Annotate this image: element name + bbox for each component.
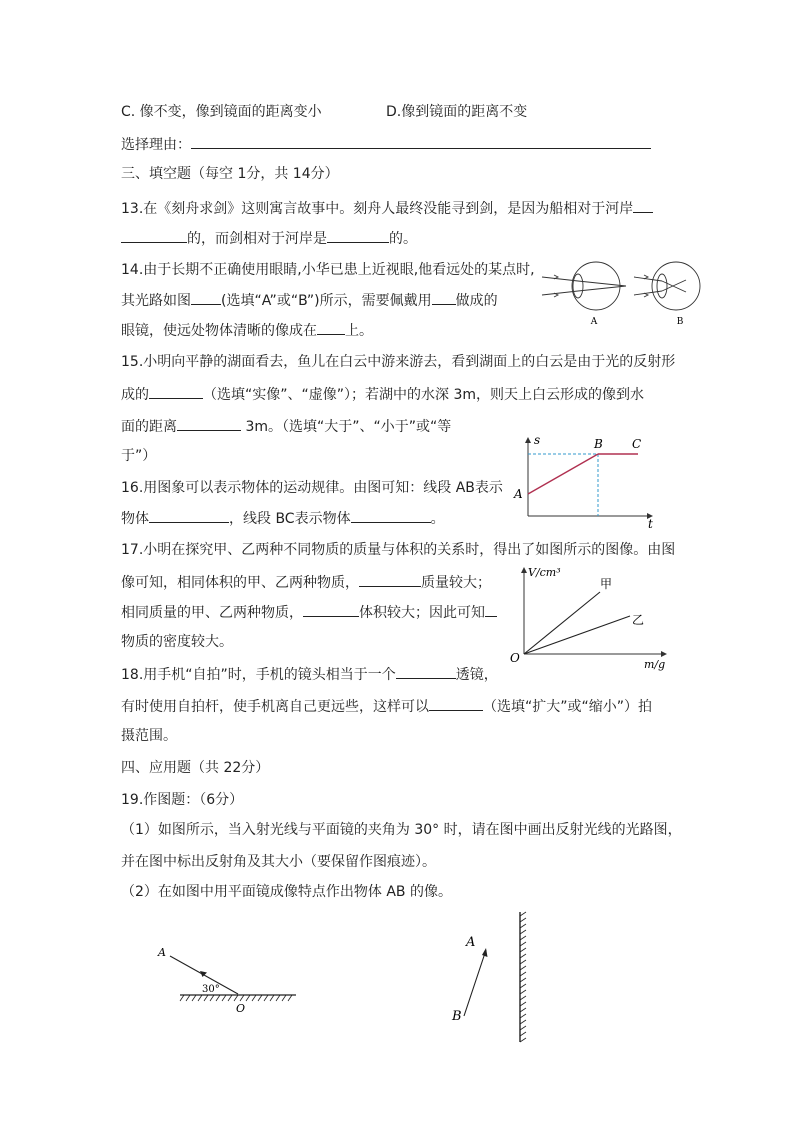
q17-blank-2[interactable] bbox=[303, 602, 359, 617]
q18-text: 透镜， bbox=[455, 667, 498, 683]
q18-blank-1[interactable] bbox=[396, 664, 456, 679]
q14-blank-3[interactable] bbox=[317, 320, 345, 335]
q13-text: 13.在《刻舟求剑》这则寓言故事中。刻舟人最终没能寻到剑，是因为船相对于河岸 bbox=[121, 201, 634, 217]
q13-line1 bbox=[121, 198, 653, 219]
q17-text: 相同质量的甲、乙两种物质， bbox=[121, 605, 303, 621]
q16-line2 bbox=[121, 508, 445, 529]
q13-blank-1b[interactable] bbox=[121, 228, 187, 243]
q14-line1: 14.由于长期不正确使用眼睛,小华已患上近视眼,他看远处的某点时, bbox=[121, 262, 535, 278]
q14-text: 眼镜，使远处物体清晰的像成在 bbox=[121, 323, 317, 339]
q15-blank-1[interactable] bbox=[149, 384, 203, 399]
t-axis-label: t bbox=[648, 517, 653, 530]
q14-text: 上。 bbox=[345, 323, 373, 339]
fig1-angle-label: 30° bbox=[202, 984, 220, 995]
object-arrowhead bbox=[482, 948, 488, 957]
q14-text: 做成的 bbox=[455, 293, 498, 309]
q18-text: （选填“扩大”或“缩小”）拍 bbox=[483, 699, 653, 715]
q19-part2: （2）在如图中用平面镜成像特点作出物体 AB 的像。 bbox=[121, 884, 452, 900]
point-c-label: C bbox=[632, 437, 642, 451]
eye-figure-b bbox=[634, 262, 700, 310]
q18-line2 bbox=[121, 696, 652, 717]
q12-option-c: C. 像不变，像到镜面的距离变小 bbox=[121, 104, 322, 120]
origin-label: O bbox=[510, 651, 520, 665]
q14-text: (选填“A”或“B”)所示，需要佩戴用 bbox=[221, 293, 432, 309]
q19-part1-line2: 并在图中标出反射角及其大小（要保留作图痕迹）。 bbox=[121, 854, 436, 870]
st-graph bbox=[510, 432, 660, 530]
q15-text: 面的距离 bbox=[121, 419, 177, 435]
q16-blank-1[interactable] bbox=[149, 508, 229, 523]
q17-blank-3[interactable] bbox=[485, 602, 497, 617]
q16-line1: 16.用图象可以表示物体的运动规律。由图可知：线段 AB表示 bbox=[121, 480, 503, 496]
q14-line2 bbox=[121, 290, 498, 311]
object-ab bbox=[464, 950, 486, 1016]
line-jia bbox=[524, 592, 600, 654]
q12-reason bbox=[121, 134, 651, 155]
point-b-label: B bbox=[594, 437, 603, 451]
fig1-label-a: A bbox=[158, 946, 166, 959]
eye-label-b: B bbox=[676, 317, 684, 327]
q13-text: 的，而剑相对于河岸是 bbox=[187, 231, 327, 247]
eye-label-a: A bbox=[590, 317, 598, 327]
fig2-label-b: B bbox=[452, 1009, 462, 1024]
q17-line3 bbox=[121, 602, 497, 623]
vertical-mirror-hatching bbox=[520, 912, 526, 1042]
eye-figure-a bbox=[542, 262, 626, 310]
q18-blank-2[interactable] bbox=[429, 696, 483, 711]
q18-line3: 摄范围。 bbox=[121, 728, 177, 744]
section3-title: 三、填空题（每空 1分，共 14分） bbox=[121, 166, 339, 182]
q13-text: 的。 bbox=[389, 231, 417, 247]
point-a-label: A bbox=[514, 487, 523, 501]
m-axis-label: m/g bbox=[644, 658, 666, 671]
v-axis-label: V/cm³ bbox=[528, 566, 561, 579]
q17-line2 bbox=[121, 572, 491, 593]
reason-blank[interactable] bbox=[191, 134, 651, 149]
series-yi-label: 乙 bbox=[632, 613, 645, 627]
mirror-hatching bbox=[180, 995, 292, 1001]
q14-text: 其光路如图 bbox=[121, 293, 191, 309]
q14-line3 bbox=[121, 320, 373, 341]
q17-text: 体积较大；因此可知 bbox=[359, 605, 485, 621]
q18-text: 有时使用自拍杆，使手机离自己更远些，这样可以 bbox=[121, 699, 429, 715]
q15-line3 bbox=[121, 416, 451, 437]
q17-text: 质量较大； bbox=[421, 575, 491, 591]
s-axis-label: s bbox=[534, 433, 541, 447]
q17-line4: 物质的密度较大。 bbox=[121, 634, 233, 650]
q16-text: 。 bbox=[430, 511, 445, 527]
section4-title: 四、应用题（共 22分） bbox=[121, 760, 270, 776]
q15-text: （选填“实像”、“虚像”）；若湖中的水深 3m，则天上白云形成的像到水 bbox=[203, 387, 645, 403]
q18-line1 bbox=[121, 664, 498, 685]
series-jia-label: 甲 bbox=[600, 577, 613, 591]
q15-line2 bbox=[121, 384, 644, 405]
mirror-object-figure bbox=[440, 906, 550, 1046]
q19-part1-line1: （1）如图所示，当入射光线与平面镜的夹角为 30° 时，请在图中画出反射光线的光路图， bbox=[121, 822, 682, 838]
fig1-label-o: O bbox=[236, 1002, 246, 1015]
q15-line1: 15.小明向平静的湖面看去，鱼儿在白云中游来游去，看到湖面上的白云是由于光的反射形 bbox=[121, 354, 676, 370]
q18-text: 18.用手机“自拍”时，手机的镜头相当于一个 bbox=[121, 667, 396, 683]
q14-blank-1[interactable] bbox=[191, 290, 221, 305]
mirror-ray-figure bbox=[150, 940, 310, 1020]
q13-blank-2[interactable] bbox=[327, 228, 389, 243]
eye-diagram bbox=[540, 258, 710, 330]
fig2-label-a: A bbox=[466, 935, 476, 950]
q15-text: 3m。（选填“大于”、“小于”或“等 bbox=[241, 419, 452, 435]
q17-line1: 17.小明在探究甲、乙两种不同物质的质量与体积的关系时，得出了如图所示的图像。由图 bbox=[121, 542, 676, 558]
q15-blank-2[interactable] bbox=[177, 416, 241, 431]
segment-ab bbox=[528, 454, 598, 494]
q16-text: ，线段 BC表示物体 bbox=[229, 511, 351, 527]
reason-label: 选择理由： bbox=[121, 137, 191, 153]
q13-blank-1a[interactable] bbox=[633, 198, 653, 213]
q16-text: 物体 bbox=[121, 511, 149, 527]
q14-blank-2[interactable] bbox=[432, 290, 456, 305]
q15-text: 成的 bbox=[121, 387, 149, 403]
line-yi bbox=[524, 616, 630, 654]
q17-text: 像可知，相同体积的甲、乙两种物质， bbox=[121, 575, 359, 591]
q12-option-d: D.像到镜面的距离不变 bbox=[386, 104, 528, 120]
q13-line2 bbox=[121, 228, 417, 249]
vm-graph bbox=[506, 562, 672, 672]
q15-line4: 于”） bbox=[121, 448, 157, 464]
q17-blank-1[interactable] bbox=[359, 572, 421, 587]
q19-title: 19.作图题：（6分） bbox=[121, 792, 244, 808]
q16-blank-2[interactable] bbox=[351, 508, 431, 523]
